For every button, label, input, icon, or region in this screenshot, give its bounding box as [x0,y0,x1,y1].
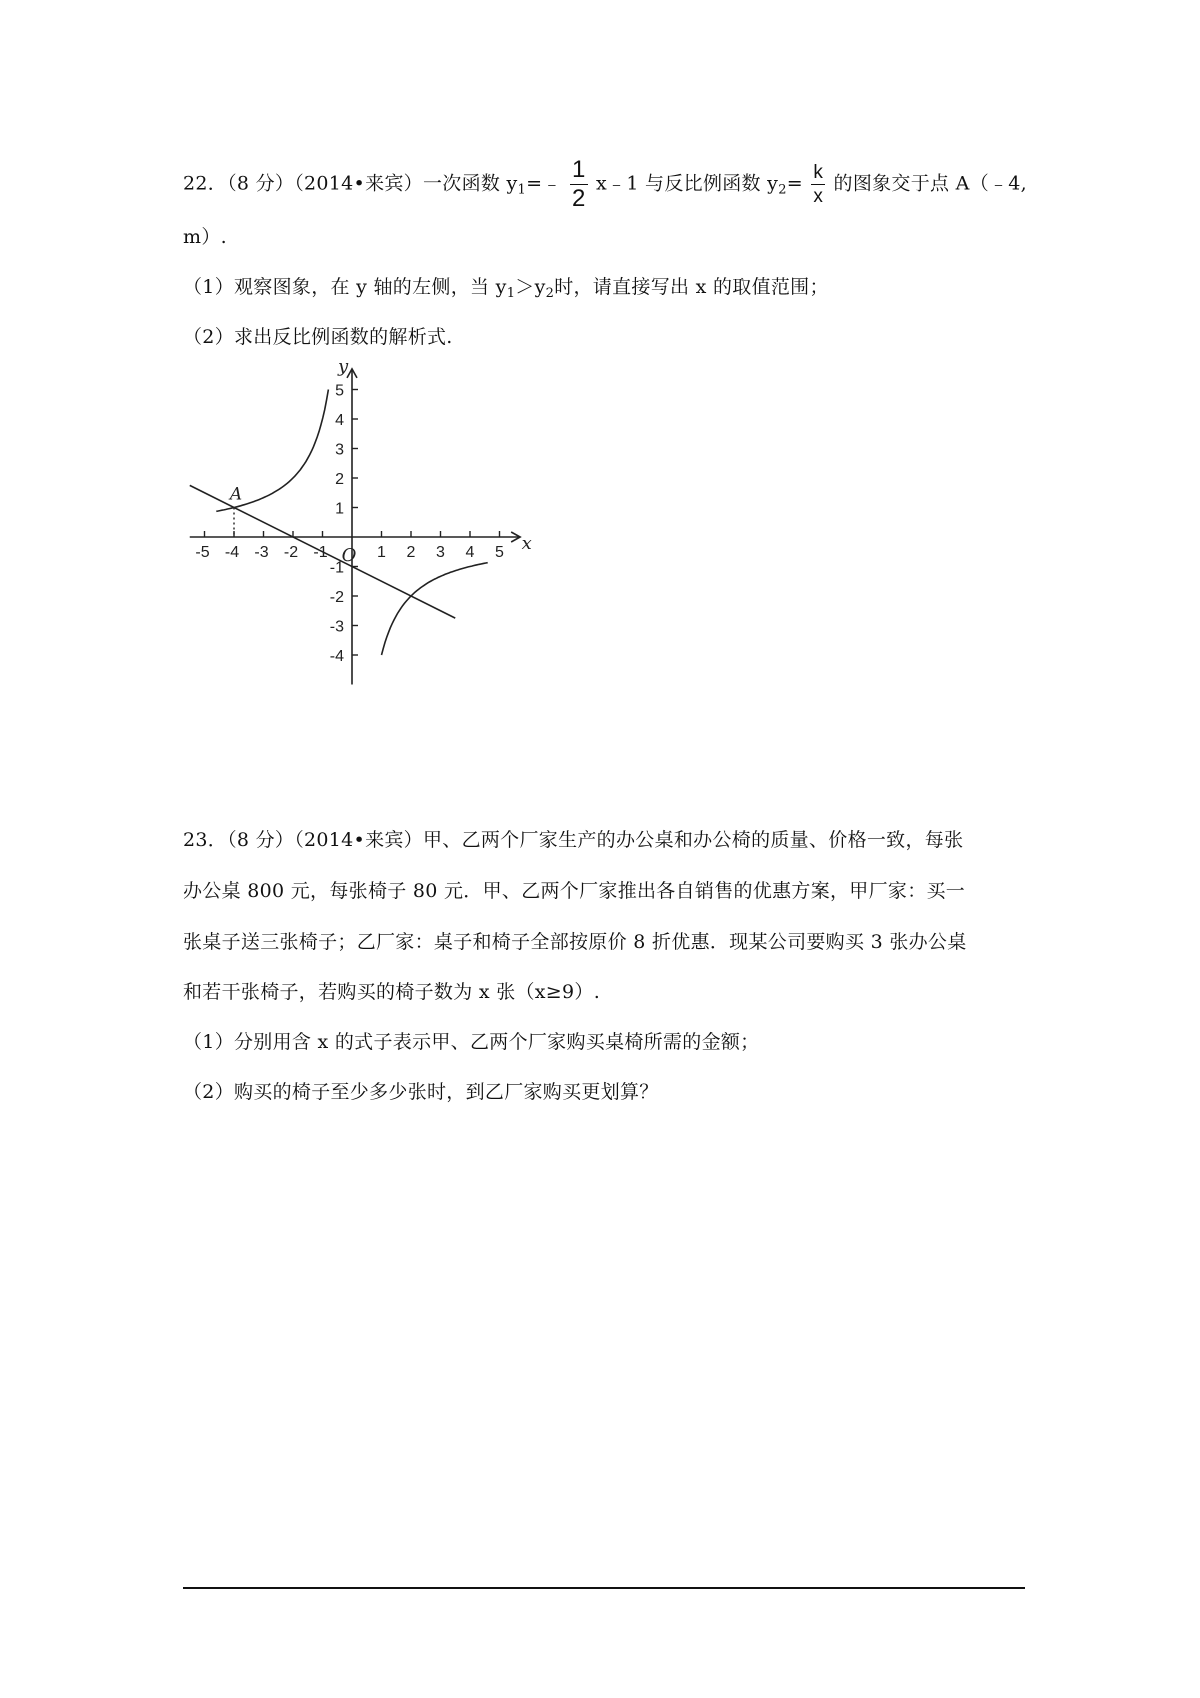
y-tick-label: -2 [329,589,344,606]
x-axis-label: x [521,533,532,554]
x-tick-label: 1 [377,544,386,561]
x-tick-label: -4 [224,544,240,561]
fraction-one-half: $\frac{1}{2}$ [572,156,586,212]
axes [190,369,520,685]
x-tick-label: 3 [436,544,445,561]
tick-labels [195,383,504,666]
footer-rule [183,1587,1025,1589]
x-tick-label: -2 [283,544,299,561]
q22-part2: （2）求出反比例函数的解析式. [183,326,453,348]
q23-line3: 张桌子送三张椅子；乙厂家：桌子和椅子全部按原价 8 折优惠．现某公司要购买 3 张办公桌 [183,931,967,953]
q23-part2: （2）购买的椅子至少多少张时，到乙厂家购买更划算？ [183,1081,659,1103]
y-tick-label: 3 [335,441,344,459]
x-tick-label: 5 [495,544,504,561]
q23-part1: （1）分别用含 x 的式子表示甲、乙两个厂家购买桌椅所需的金额； [183,1031,760,1053]
hyperbola-branch-2 [382,563,488,655]
x-tick-label: 2 [406,544,416,561]
origin-label: O [341,545,357,566]
x-tick-label: 4 [465,544,475,561]
y-tick-label: -1 [329,559,344,577]
y-tick-label: 1 [335,500,344,518]
y-tick-label: 4 [335,412,344,429]
fraction-k-over-x: $\frac{k}{x}$ [813,162,824,207]
point-a-label: A [229,484,243,505]
x-tick-label: -5 [195,544,210,561]
x-tick-label: -1 [313,544,328,561]
y-tick-label: 5 [335,382,344,400]
x-tick-label: -3 [254,544,269,561]
q23-line4: 和若干张椅子，若购买的椅子数为 x 张（x≥9）. [183,981,601,1003]
q23-line1: 23．（8 分）（2014•来宾）甲、乙两个厂家生产的办公桌和办公椅的质量、价格一致，每张 [183,829,964,851]
y-tick-label: -4 [329,648,344,665]
function-graph [178,352,538,692]
q23-line2: 办公桌 800 元，每张椅子 80 元．甲、乙两个厂家推出各自销售的优惠方案，甲厂家：买一 [183,880,966,902]
q22-part1: （1）观察图象，在 y 轴的左侧，当 $y_1>y_2$时，请直接写出 x 的取值范围； [183,276,829,301]
y-tick-label: -3 [329,618,344,636]
q22-line1: 22．（8 分）（2014•来宾）一次函数 $y_1=﹣$ $\frac{1}{2}$ x﹣1 与反比例函数 $y_2=$ $\frac{k}{x}$ 的图象交于点 A（﹣4, [183,156,1028,212]
y-axis-label: y [338,355,349,377]
annotations [228,356,532,566]
y-tick-label: 2 [335,471,344,488]
curves [190,390,488,656]
q22-line2: m）. [183,226,227,248]
